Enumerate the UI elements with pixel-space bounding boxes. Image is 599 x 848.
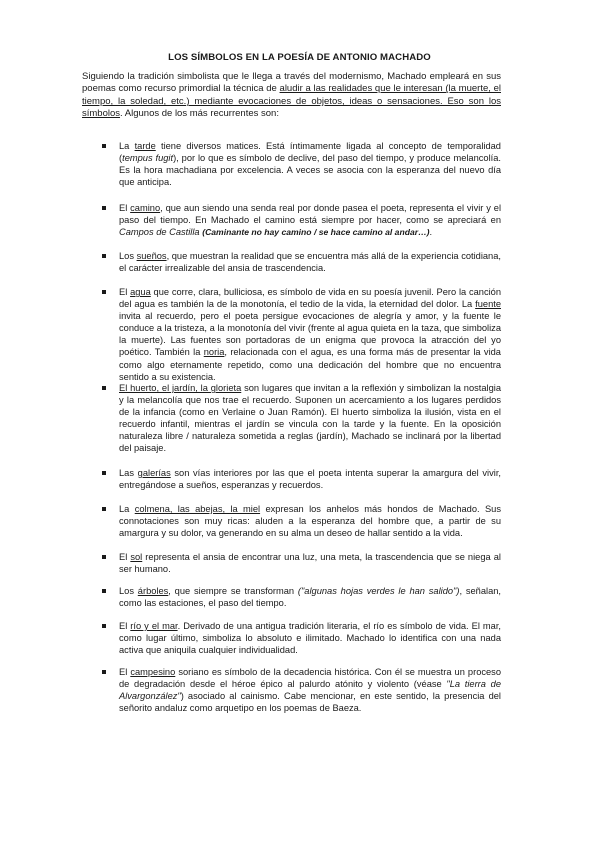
bullet-icon [102, 507, 106, 511]
item-text: El [119, 287, 131, 297]
item-text: El [119, 667, 131, 677]
symbol-term: sueños [136, 251, 167, 261]
symbol-term: camino [130, 203, 161, 213]
item-text: ) asociado al cainismo. Cabe mencionar, en este sentido, la presencia del señorito andaluz como arquetipo en los poemas de Baeza. [119, 691, 501, 714]
item-text: El [119, 621, 131, 631]
bullet-icon [102, 254, 106, 258]
list-item-colmena [119, 503, 501, 539]
bullet-icon [102, 471, 106, 475]
item-italic: Campos de Castilla [119, 227, 200, 238]
bullet-icon [102, 624, 106, 628]
list-item-arboles [119, 585, 501, 609]
symbol-term: colmena, las abejas, la miel [134, 504, 261, 514]
bullet-icon [102, 206, 106, 210]
list-item-huerto [119, 382, 501, 455]
item-text: , señalan, como las estaciones, el paso del tiempo. [119, 586, 501, 609]
item-text: , relacionada con el agua, es una forma más de presentar la vida como algo eternamente repetido, como una dedicación del hombre que no encuentra sentido a su existencia. [119, 347, 501, 382]
item-text: La [119, 141, 135, 151]
list-item-campesino [119, 666, 501, 714]
item-text: invita al recuerdo, pero el poeta persigue evocaciones de alegría y amor, y la fuente le conduce a la tristeza, a la monotonía del vivir (frente al agua quieta en la taza, que simboliza la muerte). Las fuentes son portadoras de un enigma que provoca la atracción del yo poético. También la [119, 311, 501, 358]
list-item-agua [119, 286, 501, 383]
item-quote: ("algunas hojas verdes le han salido") [297, 586, 460, 596]
item-text: Las [119, 468, 138, 478]
intro-paragraph [82, 71, 501, 121]
item-text: representa el ansia de encontrar una luz, una meta, la trascendencia que se niega al ser humano. [119, 552, 501, 575]
list-item-galerias [119, 467, 501, 491]
item-text: Los [119, 251, 137, 261]
intro-underlined: aludir a las realidades que le interesan (la muerte, el tiempo, la soledad, etc.) mediante evocaciones de objetos, ideas o sensaciones. Eso son los símbolos [82, 83, 501, 120]
bullet-icon [102, 386, 106, 390]
item-text: , que aun siendo una senda real por donde pasea el poeta, representa el vivir y el paso del tiempo. En Machado el camino está siempre por hacer, como se apreciará en [119, 203, 502, 226]
bullet-icon [102, 555, 106, 559]
item-text: El [119, 203, 131, 213]
item-text: , que muestran la realidad que se encuentra más allá de la experiencia cotidiana, el carácter irrealizable del ansia de trascendencia. [119, 251, 501, 274]
symbol-term: galerías [137, 468, 171, 478]
item-text: que corre, clara, bulliciosa, es símbolo de vida en su poesía juvenil. Pero la canción del agua es también la de la monotonía, el tedio de la vida, la eternidad del dolor. La [119, 287, 501, 310]
list-item-rio-mar [119, 620, 501, 656]
item-quote: (Caminante no hay camino / se hace camino al andar…) [202, 227, 430, 238]
item-text: El [119, 552, 131, 562]
item-text: son vías interiores por las que el poeta intenta superar la amargura del vivir, entregándose a sueños, esperanzas y recuerdos. [119, 468, 502, 491]
symbol-term: sol [130, 552, 143, 562]
symbol-term: tarde [134, 141, 156, 151]
symbol-term: noria [203, 347, 225, 358]
intro-text: Siguiendo la tradición simbolista que le llega a través del modernismo, Machado empleará en sus poemas como recurso primordial la técnica de [82, 71, 501, 95]
symbol-term: río y el mar [130, 621, 178, 631]
item-text: tiene diversos matices. Está íntimamente ligada al concepto de temporalidad ( [119, 141, 501, 164]
intro-text-end: . Algunos de los más recurrentes son: [120, 108, 279, 120]
item-text: . Derivado de una antigua tradición literaria, el río es símbolo de vida. El mar, como lugar último, simboliza lo absoluto e ilimitado. Machado lo identifica con una nada activa que aniquila cualquier individualidad. [119, 621, 501, 656]
document-title: LOS SÍMBOLOS EN LA POESÍA DE ANTONIO MACHADO [168, 52, 431, 63]
bullet-icon [102, 290, 106, 294]
item-quote: "La tierra de Alvargonzález" [119, 679, 501, 702]
symbol-term: El huerto, el jardín, la glorieta [119, 383, 242, 393]
item-text: La [119, 504, 135, 514]
symbol-term: fuente [475, 299, 501, 310]
symbol-term: campesino [130, 667, 176, 677]
bullet-icon [102, 144, 106, 148]
symbol-term: agua [130, 287, 151, 297]
item-text: son lugares que invitan a la reflexión y simbolizan la nostalgia y la melancolía que nos trae el recuerdo. Suponen un acercamiento a los lugares perdidos de la infancia (como en Verlaine o Juan Ramón). El huerto simboliza la ilusión, vista en el recuerdo infantil, mientras el jardín se vincula con la tarde y la fuente. En la oposición naturaleza libre / naturaleza sometida a reglas (jardín), Machado se inclinará por la libertad del paisaje. [119, 383, 501, 454]
bullet-icon [102, 589, 106, 593]
item-text: expresan los anhelos más hondos de Machado. Sus connotaciones son muy ricas: aluden a la esperanza del hombre que, a partir de su amargura y su dolor, va generando en su alma un deseo de hallar sentido a la vida. [119, 504, 501, 539]
item-text: Los [119, 586, 138, 596]
item-text: ), por lo que es símbolo de declive, del paso del tiempo, y produce melancolía. Es la hora machadiana por excelencia. A veces se asocia con la esperanza del nuevo día que anticipa. [119, 153, 501, 188]
item-text: . [429, 227, 433, 238]
list-item-suenos [119, 250, 501, 274]
item-text: soriano es símbolo de la decadencia histórica. Con él se muestra un proceso de degradación desde el héroe épico al palurdo atónito y violento (véase [119, 667, 501, 690]
item-text: , que siempre se transforman [168, 586, 298, 596]
item-italic: tempus fugit [122, 153, 174, 164]
symbol-term: árboles [137, 586, 169, 596]
list-item-camino [119, 202, 501, 238]
list-item-tarde [119, 140, 501, 188]
bullet-icon [102, 670, 106, 674]
list-item-sol [119, 551, 501, 575]
